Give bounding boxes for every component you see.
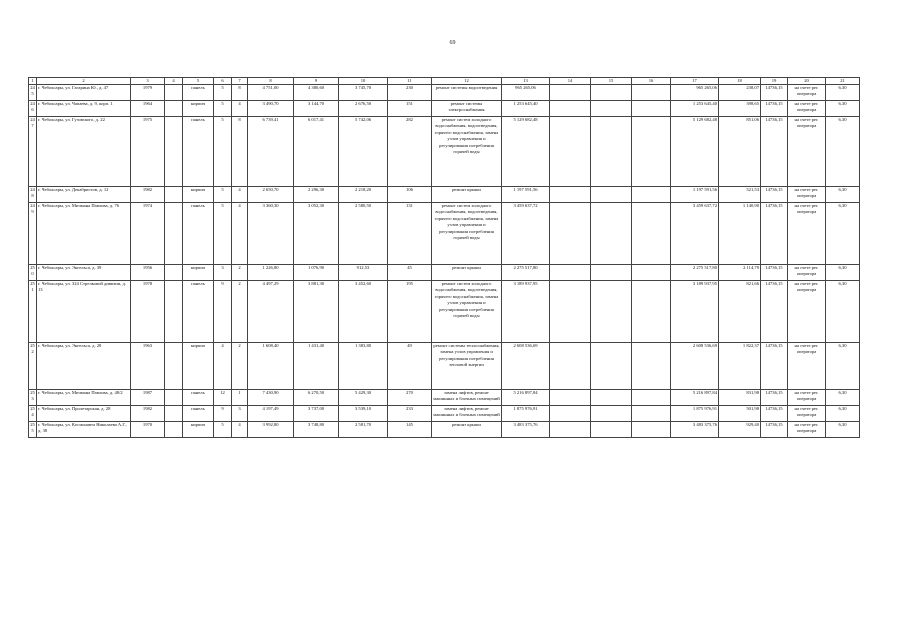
living-area-cell: 3 748,80: [294, 422, 339, 438]
empty-cell: [591, 85, 632, 101]
residents-cell: 195: [388, 281, 432, 343]
empty-cell: [550, 390, 591, 406]
work-type-cell: замена лифтов, ремонт машинных и блочных помещений: [432, 390, 502, 406]
address-cell: г. Чебоксары, ул. Энгельса, д. 28: [37, 343, 131, 390]
cost-limit-cell: 14736,15: [761, 343, 788, 390]
column-number: 11: [388, 78, 432, 85]
cost-limit-cell: 14736,15: [761, 281, 788, 343]
end-year-cell: 6,30: [826, 422, 860, 438]
cost-owner-cell: 1 197 591,56: [671, 187, 719, 203]
work-type-cell: ремонт систем холодного водоснабжения, водоотведения, горячего водоснабжения, замена узлов управления и регулирования потребления горячей воды: [432, 281, 502, 343]
cost-owner-cell: 2 608 536,69: [671, 343, 719, 390]
cost-per-sqm-cell: 398,65: [719, 101, 761, 117]
fund-method-cell: на счете рег. оператора: [788, 85, 826, 101]
wall-material-cell: кирпич: [183, 101, 214, 117]
cost-total-cell: 1 253 645,40: [502, 101, 550, 117]
table-row: [29, 265, 860, 281]
column-number: 3: [131, 78, 165, 85]
wall-material-cell: панель: [183, 281, 214, 343]
total-area-cell: 6 739,41: [248, 117, 294, 187]
empty-cell: [591, 422, 632, 438]
total-area-cell: 4 751,00: [248, 85, 294, 101]
cost-limit-cell: 14736,15: [761, 390, 788, 406]
cost-total-cell: 5 216 897,84: [502, 390, 550, 406]
table-row: [29, 203, 860, 265]
cost-total-cell: 1 875 976,91: [502, 406, 550, 422]
living-area-cell: 3 881,30: [294, 281, 339, 343]
cost-owner-cell: 5 129 682,48: [671, 117, 719, 187]
empty-cell: [165, 85, 183, 101]
empty-cell: [632, 390, 671, 406]
total-area-cell: 3 992,80: [248, 422, 294, 438]
address-cell: г. Чебоксары, ул. Гузовского, д. 22: [37, 117, 131, 187]
residents-cell: 131: [388, 203, 432, 265]
work-type-cell: ремонт системы электроснабжения: [432, 101, 502, 117]
cost-per-sqm-cell: 238,07: [719, 85, 761, 101]
residents-cell: 45: [388, 265, 432, 281]
total-area-cell: 4 497,29: [248, 281, 294, 343]
empty-cell: [165, 101, 183, 117]
entrances-cell: 2: [232, 343, 248, 390]
residential-area-cell: 3 539,10: [339, 406, 388, 422]
empty-cell: [550, 406, 591, 422]
column-number: 4: [165, 78, 183, 85]
column-number: 16: [632, 78, 671, 85]
living-area-cell: 4 380,60: [294, 85, 339, 101]
cost-limit-cell: 14736,15: [761, 85, 788, 101]
total-area-cell: 7 430,90: [248, 390, 294, 406]
cost-per-sqm-cell: 831,98: [719, 390, 761, 406]
cost-owner-cell: 5 216 897,84: [671, 390, 719, 406]
work-type-cell: ремонт систем холодного водоснабжения, водоотведения, горячего водоснабжения, замена узлов управления и регулирования потребления горячей воды: [432, 117, 502, 187]
end-year-cell: 6,30: [826, 390, 860, 406]
column-number: 7: [232, 78, 248, 85]
work-type-cell: ремонт системы теплоснабжения, замена узлов управления и регулирования потребления тепловой энергии: [432, 343, 502, 390]
residential-area-cell: 912,53: [339, 265, 388, 281]
table-row: [29, 101, 860, 117]
cost-total-cell: 5 129 682,48: [502, 117, 550, 187]
empty-cell: [550, 187, 591, 203]
empty-cell: [550, 203, 591, 265]
work-type-cell: ремонт системы водоотведения: [432, 85, 502, 101]
empty-cell: [632, 203, 671, 265]
year-built-cell: 1982: [131, 406, 165, 422]
year-built-cell: 1956: [131, 265, 165, 281]
empty-cell: [591, 265, 632, 281]
year-built-cell: 1978: [131, 281, 165, 343]
empty-cell: [550, 101, 591, 117]
total-area-cell: 1 608,40: [248, 343, 294, 390]
empty-cell: [591, 281, 632, 343]
end-year-cell: 6,30: [826, 187, 860, 203]
address-cell: г. Чебоксары, ул. Пролетарская, д. 28: [37, 406, 131, 422]
cost-per-sqm-cell: 929,40: [719, 422, 761, 438]
empty-cell: [165, 203, 183, 265]
column-number: 8: [248, 78, 294, 85]
column-number: 19: [761, 78, 788, 85]
fund-method-cell: на счете рег. оператора: [788, 343, 826, 390]
row-number: 253: [29, 390, 37, 406]
cost-owner-cell: 1 253 645,40: [671, 101, 719, 117]
end-year-cell: 6,30: [826, 203, 860, 265]
row-number: 248: [29, 187, 37, 203]
address-cell: г. Чебоксары, ул. Энгельса, д. 39: [37, 265, 131, 281]
residents-cell: 145: [388, 422, 432, 438]
address-cell: г. Чебоксары, ул. 324 Стрелковой дивизии, д. 13: [37, 281, 131, 343]
cost-limit-cell: 14736,15: [761, 265, 788, 281]
year-built-cell: 1974: [131, 203, 165, 265]
empty-cell: [165, 117, 183, 187]
empty-cell: [165, 281, 183, 343]
empty-cell: [165, 406, 183, 422]
empty-cell: [632, 101, 671, 117]
year-built-cell: 1979: [131, 85, 165, 101]
entrances-cell: 4: [232, 187, 248, 203]
empty-cell: [632, 187, 671, 203]
cost-per-sqm-cell: 521,53: [719, 187, 761, 203]
year-built-cell: 1987: [131, 390, 165, 406]
cost-total-cell: 3 189 937,95: [502, 281, 550, 343]
empty-cell: [632, 406, 671, 422]
empty-cell: [632, 265, 671, 281]
empty-cell: [550, 281, 591, 343]
living-area-cell: 1 431,40: [294, 343, 339, 390]
table-row: [29, 390, 860, 406]
wall-material-cell: панель: [183, 203, 214, 265]
residents-cell: 49: [388, 343, 432, 390]
wall-material-cell: кирпич: [183, 187, 214, 203]
entrances-cell: 8: [232, 117, 248, 187]
row-number: 249: [29, 203, 37, 265]
entrances-cell: 4: [232, 203, 248, 265]
empty-cell: [165, 187, 183, 203]
cost-total-cell: 965 265,06: [502, 85, 550, 101]
residents-cell: 106: [388, 187, 432, 203]
empty-cell: [165, 343, 183, 390]
empty-cell: [550, 117, 591, 187]
fund-method-cell: на счете рег. оператора: [788, 422, 826, 438]
empty-cell: [550, 85, 591, 101]
empty-cell: [591, 390, 632, 406]
column-number: 6: [214, 78, 232, 85]
end-year-cell: 6,30: [826, 85, 860, 101]
empty-cell: [165, 422, 183, 438]
repair-program-table: [28, 77, 860, 438]
floors-cell: 9: [214, 406, 232, 422]
cost-per-sqm-cell: 2 114,79: [719, 265, 761, 281]
table-row: [29, 187, 860, 203]
cost-total-cell: 2 275 517,80: [502, 265, 550, 281]
residential-area-cell: 5 429,30: [339, 390, 388, 406]
column-number-row: [29, 78, 860, 85]
end-year-cell: 6,30: [826, 117, 860, 187]
fund-method-cell: на счете рег. оператора: [788, 265, 826, 281]
empty-cell: [165, 390, 183, 406]
cost-per-sqm-cell: 1 822,37: [719, 343, 761, 390]
fund-method-cell: на счете рег. оператора: [788, 101, 826, 117]
residential-area-cell: 2 218,20: [339, 187, 388, 203]
cost-total-cell: 2 608 536,69: [502, 343, 550, 390]
cost-per-sqm-cell: 821,66: [719, 281, 761, 343]
total-area-cell: 2 650,70: [248, 187, 294, 203]
table-row: [29, 281, 860, 343]
column-number: 1: [29, 78, 37, 85]
total-area-cell: 1 226,80: [248, 265, 294, 281]
column-number: 9: [294, 78, 339, 85]
empty-cell: [632, 422, 671, 438]
work-type-cell: замена лифтов, ремонт машинных и блочных помещений: [432, 406, 502, 422]
living-area-cell: 6 017,41: [294, 117, 339, 187]
address-cell: г. Чебоксары, ул. Чапаева, д. 9, корп. 1: [37, 101, 131, 117]
floors-cell: 12: [214, 390, 232, 406]
empty-cell: [591, 203, 632, 265]
residential-area-cell: 1 383,80: [339, 343, 388, 390]
cost-per-sqm-cell: 501,98: [719, 406, 761, 422]
work-type-cell: ремонт систем холодного водоснабжения, водоотведения, горячего водоснабжения, замена узлов управления и регулирования потребления горячей воды: [432, 203, 502, 265]
end-year-cell: 6,30: [826, 406, 860, 422]
column-number: 15: [591, 78, 632, 85]
address-cell: г. Чебоксары, ул. Декабристов, д. 12: [37, 187, 131, 203]
fund-method-cell: на счете рег. оператора: [788, 281, 826, 343]
wall-material-cell: панель: [183, 406, 214, 422]
empty-cell: [165, 265, 183, 281]
cost-owner-cell: 3 459 637,72: [671, 203, 719, 265]
column-number: 2: [37, 78, 131, 85]
total-area-cell: 4 197,49: [248, 406, 294, 422]
table-row: [29, 422, 860, 438]
residential-area-cell: 3 452,60: [339, 281, 388, 343]
work-type-cell: ремонт крыши: [432, 422, 502, 438]
table-row: [29, 343, 860, 390]
empty-cell: [632, 85, 671, 101]
wall-material-cell: кирпич: [183, 265, 214, 281]
empty-cell: [550, 343, 591, 390]
floors-cell: 5: [214, 203, 232, 265]
table-row: [29, 406, 860, 422]
floors-cell: 9: [214, 281, 232, 343]
entrances-cell: 2: [232, 265, 248, 281]
residential-area-cell: 5 742,06: [339, 117, 388, 187]
fund-method-cell: на счете рег. оператора: [788, 390, 826, 406]
year-built-cell: 1963: [131, 343, 165, 390]
fund-method-cell: на счете рег. оператора: [788, 406, 826, 422]
row-number: 245: [29, 85, 37, 101]
residents-cell: 270: [388, 390, 432, 406]
floors-cell: 5: [214, 422, 232, 438]
year-built-cell: 1970: [131, 422, 165, 438]
empty-cell: [632, 117, 671, 187]
residents-cell: 151: [388, 101, 432, 117]
column-number: 18: [719, 78, 761, 85]
empty-cell: [550, 422, 591, 438]
living-area-cell: 6 270,50: [294, 390, 339, 406]
work-type-cell: ремонт крыши: [432, 187, 502, 203]
residents-cell: 233: [388, 406, 432, 422]
residential-area-cell: 2 581,70: [339, 422, 388, 438]
floors-cell: 5: [214, 101, 232, 117]
address-cell: г. Чебоксары, ул. Космонавта Николаева А.Г., д. 38: [37, 422, 131, 438]
residential-area-cell: 2 580,50: [339, 203, 388, 265]
residential-area-cell: 2 676,50: [339, 101, 388, 117]
fund-method-cell: на счете рег. оператора: [788, 187, 826, 203]
empty-cell: [632, 281, 671, 343]
end-year-cell: 6,30: [826, 343, 860, 390]
cost-per-sqm-cell: 1 140,90: [719, 203, 761, 265]
cost-owner-cell: 965 265,06: [671, 85, 719, 101]
cost-total-cell: 3 459 637,72: [502, 203, 550, 265]
living-area-cell: 1 076,90: [294, 265, 339, 281]
cost-owner-cell: 3 189 937,95: [671, 281, 719, 343]
column-number: 13: [502, 78, 550, 85]
address-cell: г. Чебоксары, ул. Гагарина Ю., д. 47: [37, 85, 131, 101]
cost-limit-cell: 14736,15: [761, 101, 788, 117]
column-number: 21: [826, 78, 860, 85]
fund-method-cell: на счете рег. оператора: [788, 203, 826, 265]
wall-material-cell: кирпич: [183, 343, 214, 390]
end-year-cell: 6,30: [826, 101, 860, 117]
empty-cell: [591, 343, 632, 390]
entrances-cell: 2: [232, 281, 248, 343]
wall-material-cell: панель: [183, 117, 214, 187]
column-number: 12: [432, 78, 502, 85]
living-area-cell: 3 737,00: [294, 406, 339, 422]
work-type-cell: ремонт крыши: [432, 265, 502, 281]
column-number: 10: [339, 78, 388, 85]
table-row: [29, 117, 860, 187]
entrances-cell: 8: [232, 85, 248, 101]
row-number: 255: [29, 422, 37, 438]
empty-cell: [591, 406, 632, 422]
cost-owner-cell: 1 875 976,91: [671, 406, 719, 422]
end-year-cell: 6,30: [826, 265, 860, 281]
empty-cell: [550, 265, 591, 281]
empty-cell: [591, 117, 632, 187]
residents-cell: 282: [388, 117, 432, 187]
empty-cell: [632, 343, 671, 390]
row-number: 247: [29, 117, 37, 187]
residents-cell: 230: [388, 85, 432, 101]
cost-owner-cell: 3 483 375,76: [671, 422, 719, 438]
floors-cell: 5: [214, 117, 232, 187]
cost-limit-cell: 14736,15: [761, 422, 788, 438]
empty-cell: [591, 101, 632, 117]
total-area-cell: 3 490,70: [248, 101, 294, 117]
floors-cell: 3: [214, 265, 232, 281]
living-area-cell: 3 052,30: [294, 203, 339, 265]
residential-area-cell: 3 745,70: [339, 85, 388, 101]
cost-owner-cell: 2 275 517,80: [671, 265, 719, 281]
total-area-cell: 3 360,30: [248, 203, 294, 265]
row-number: 254: [29, 406, 37, 422]
cost-limit-cell: 14736,15: [761, 187, 788, 203]
row-number: 251: [29, 281, 37, 343]
end-year-cell: 6,30: [826, 281, 860, 343]
cost-limit-cell: 14736,15: [761, 117, 788, 187]
floors-cell: 4: [214, 343, 232, 390]
year-built-cell: 1964: [131, 101, 165, 117]
floors-cell: 5: [214, 187, 232, 203]
cost-limit-cell: 14736,15: [761, 203, 788, 265]
table-row: [29, 85, 860, 101]
entrances-cell: 4: [232, 101, 248, 117]
column-number: 17: [671, 78, 719, 85]
column-number: 20: [788, 78, 826, 85]
address-cell: г. Чебоксары, ул. Мичмана Павлова, д. 76: [37, 203, 131, 265]
living-area-cell: 2 296,30: [294, 187, 339, 203]
empty-cell: [591, 187, 632, 203]
cost-total-cell: 3 483 375,76: [502, 422, 550, 438]
wall-material-cell: кирпич: [183, 422, 214, 438]
column-number: 5: [183, 78, 214, 85]
year-built-cell: 1982: [131, 187, 165, 203]
row-number: 246: [29, 101, 37, 117]
row-number: 250: [29, 265, 37, 281]
floors-cell: 5: [214, 85, 232, 101]
entrances-cell: 4: [232, 422, 248, 438]
cost-limit-cell: 14736,15: [761, 406, 788, 422]
cost-per-sqm-cell: 851,06: [719, 117, 761, 187]
cost-total-cell: 1 197 591,56: [502, 187, 550, 203]
row-number: 252: [29, 343, 37, 390]
year-built-cell: 1975: [131, 117, 165, 187]
column-number: 14: [550, 78, 591, 85]
fund-method-cell: на счете рег. оператора: [788, 117, 826, 187]
address-cell: г. Чебоксары, ул. Мичмана Павлова, д. 48/2: [37, 390, 131, 406]
wall-material-cell: панель: [183, 85, 214, 101]
wall-material-cell: панель: [183, 390, 214, 406]
entrances-cell: 3: [232, 406, 248, 422]
page-number: 69: [449, 40, 456, 46]
living-area-cell: 3 144,70: [294, 101, 339, 117]
entrances-cell: 1: [232, 390, 248, 406]
